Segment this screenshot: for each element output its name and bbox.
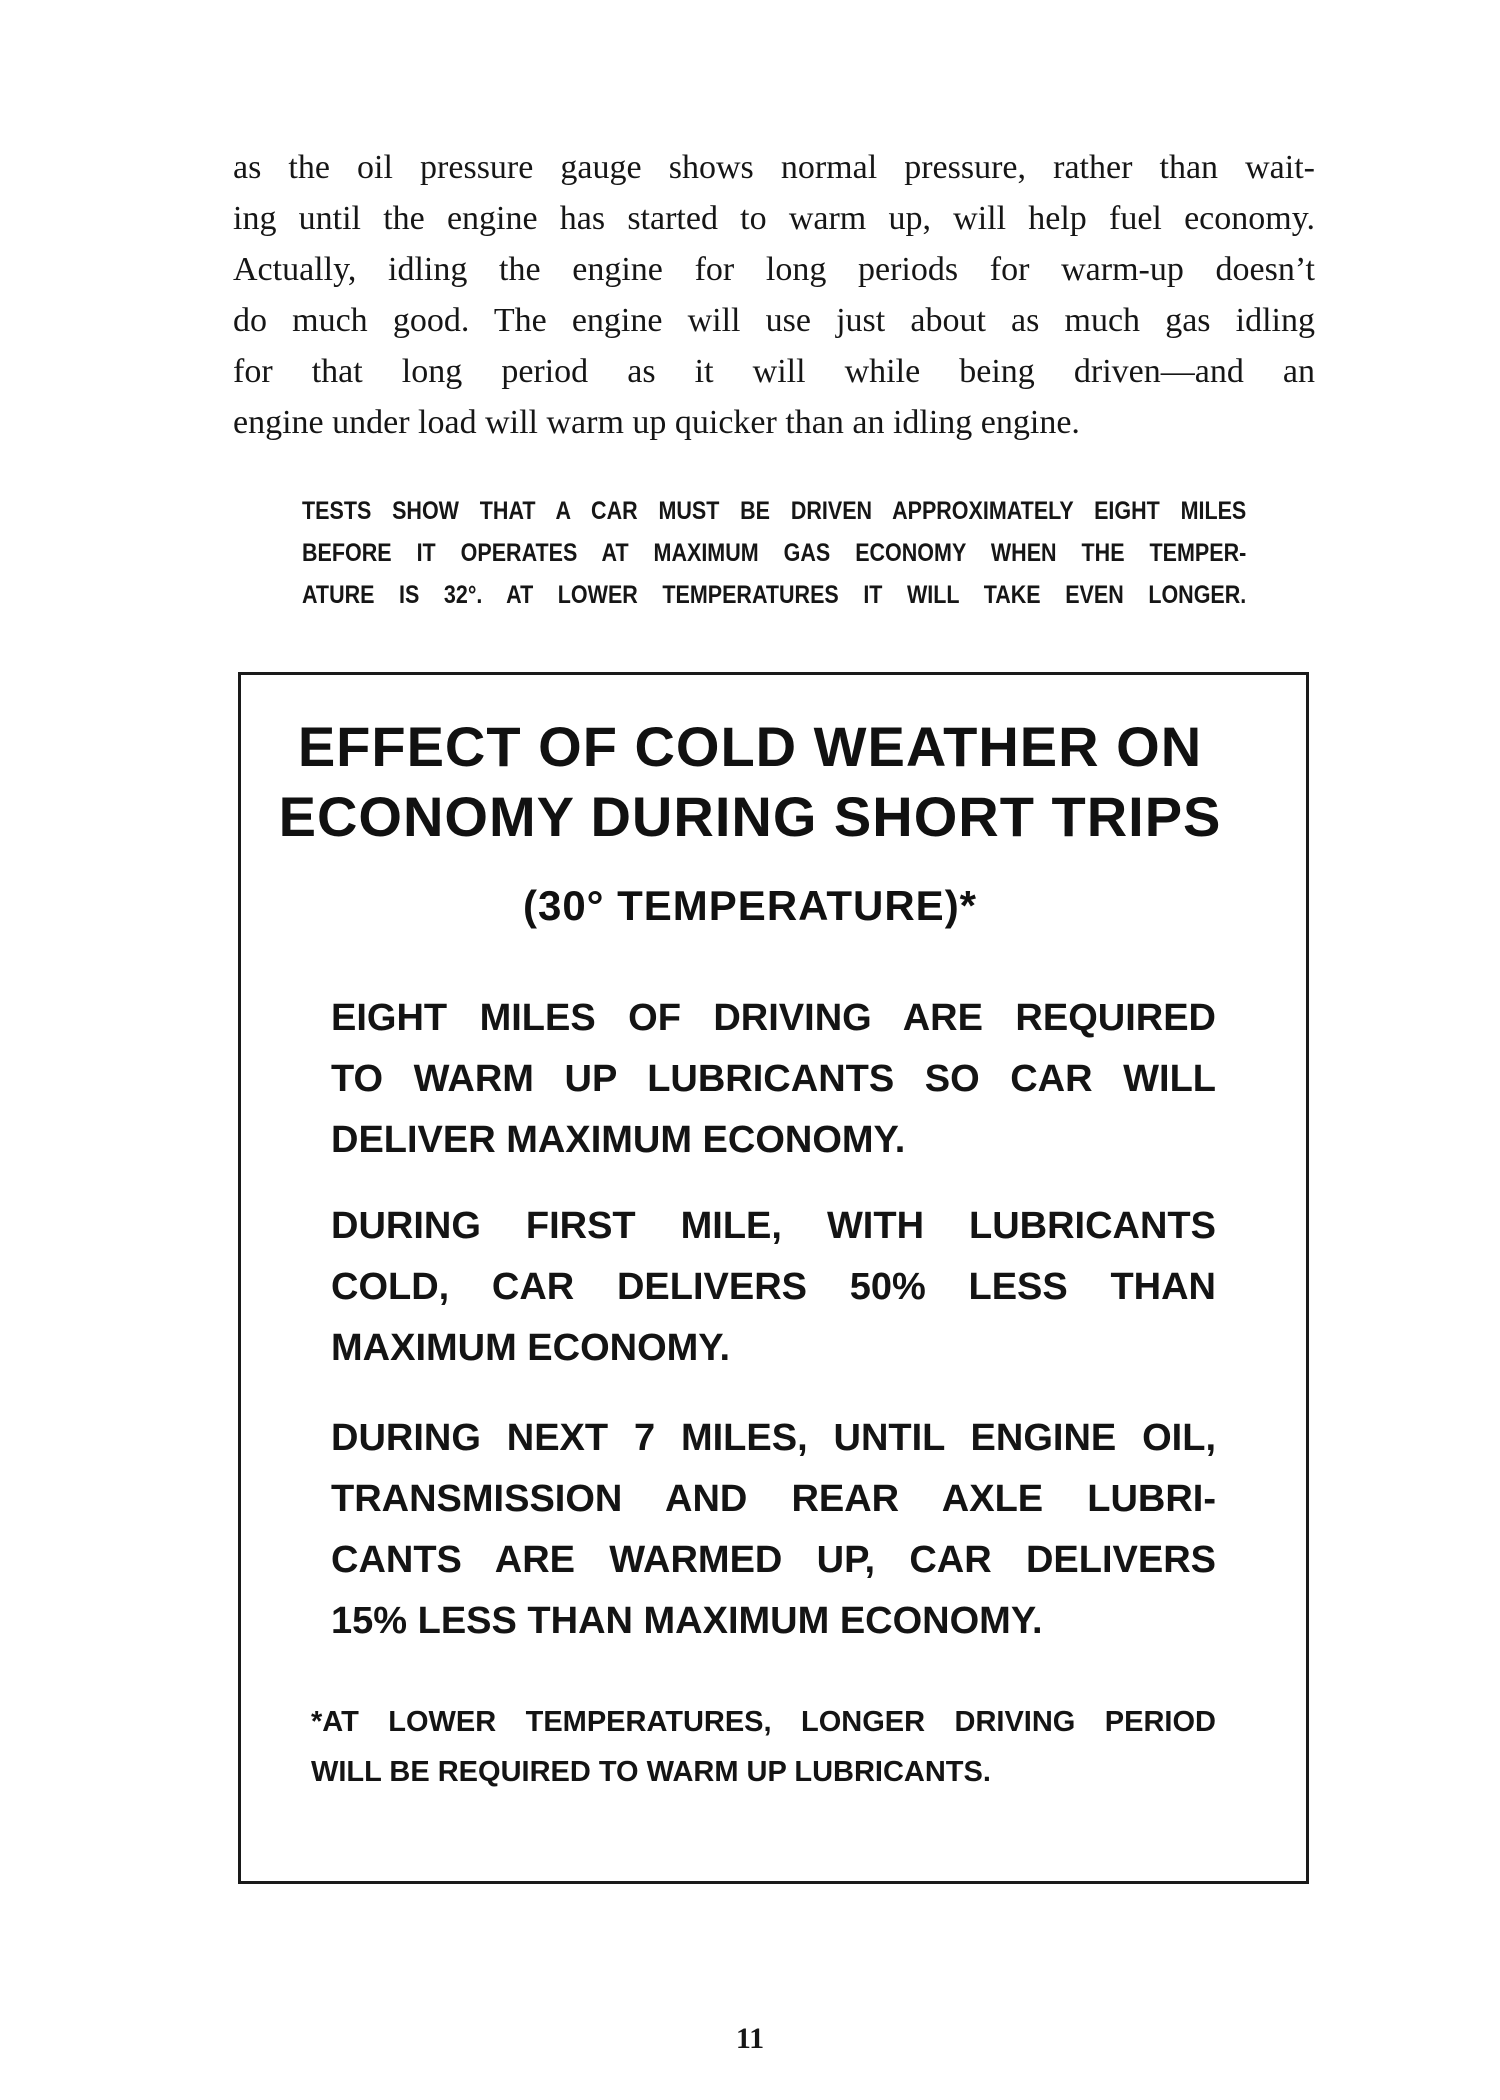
paragraph-line: COLD, CAR DELIVERS 50% LESS THAN bbox=[331, 1266, 1216, 1308]
paragraph-line: DELIVER MAXIMUM ECONOMY. bbox=[331, 1119, 906, 1161]
paragraph-line: DURING NEXT 7 MILES, UNTIL ENGINE OIL, bbox=[331, 1417, 1216, 1459]
paragraph-line: TRANSMISSION AND REAR AXLE LUBRI- bbox=[331, 1478, 1216, 1520]
note-line: TESTS SHOW THAT A CAR MUST BE DRIVEN APPROXIMATELY EIGHT MILES bbox=[302, 497, 1247, 525]
box-title-line: EFFECT OF COLD WEATHER ON bbox=[297, 715, 1203, 778]
note-line: BEFORE IT OPERATES AT MAXIMUM GAS ECONOMY WHEN THE TEMPER- bbox=[302, 539, 1247, 567]
paragraph-line: MAXIMUM ECONOMY. bbox=[331, 1327, 730, 1369]
footnote-line: WILL BE REQUIRED TO WARM UP LUBRICANTS. bbox=[311, 1756, 991, 1788]
box-title bbox=[0, 712, 1500, 852]
intro-line: engine under load will warm up quicker than an idling engine. bbox=[233, 404, 1080, 441]
box-paragraph-warmup bbox=[331, 988, 1216, 1171]
box-subtitle: (30° TEMPERATURE)* bbox=[522, 882, 978, 929]
paragraph-line: EIGHT MILES OF DRIVING ARE REQUIRED bbox=[331, 997, 1216, 1039]
box-paragraph-first-mile bbox=[331, 1196, 1216, 1379]
box-footnote bbox=[311, 1697, 1216, 1797]
paragraph-line: 15% LESS THAN MAXIMUM ECONOMY. bbox=[331, 1600, 1043, 1642]
footnote-line: *AT LOWER TEMPERATURES, LONGER DRIVING PERIOD bbox=[311, 1706, 1216, 1738]
test-note bbox=[302, 490, 1247, 616]
intro-line: as the oil pressure gauge shows normal pressure, rather than wait- bbox=[233, 149, 1315, 186]
box-title-line: ECONOMY DURING SHORT TRIPS bbox=[278, 785, 1222, 848]
paragraph-line: DURING FIRST MILE, WITH LUBRICANTS bbox=[331, 1205, 1216, 1247]
intro-line: for that long period as it will while being driven—and an bbox=[233, 353, 1315, 390]
intro-line: Actually, idling the engine for long periods for warm-up doesn’t bbox=[233, 251, 1315, 288]
paragraph-line: TO WARM UP LUBRICANTS SO CAR WILL bbox=[331, 1058, 1216, 1100]
note-line: ATURE IS 32°. AT LOWER TEMPERATURES IT WILL TAKE EVEN LONGER. bbox=[302, 581, 1247, 609]
intro-paragraph bbox=[233, 142, 1315, 448]
box-paragraph-next-miles bbox=[331, 1408, 1216, 1652]
paragraph-line: CANTS ARE WARMED UP, CAR DELIVERS bbox=[331, 1539, 1216, 1581]
intro-line: do much good. The engine will use just about as much gas idling bbox=[233, 302, 1315, 339]
page-number: 11 bbox=[735, 2022, 765, 2055]
intro-line: ing until the engine has started to warm up, will help fuel economy. bbox=[233, 200, 1315, 237]
